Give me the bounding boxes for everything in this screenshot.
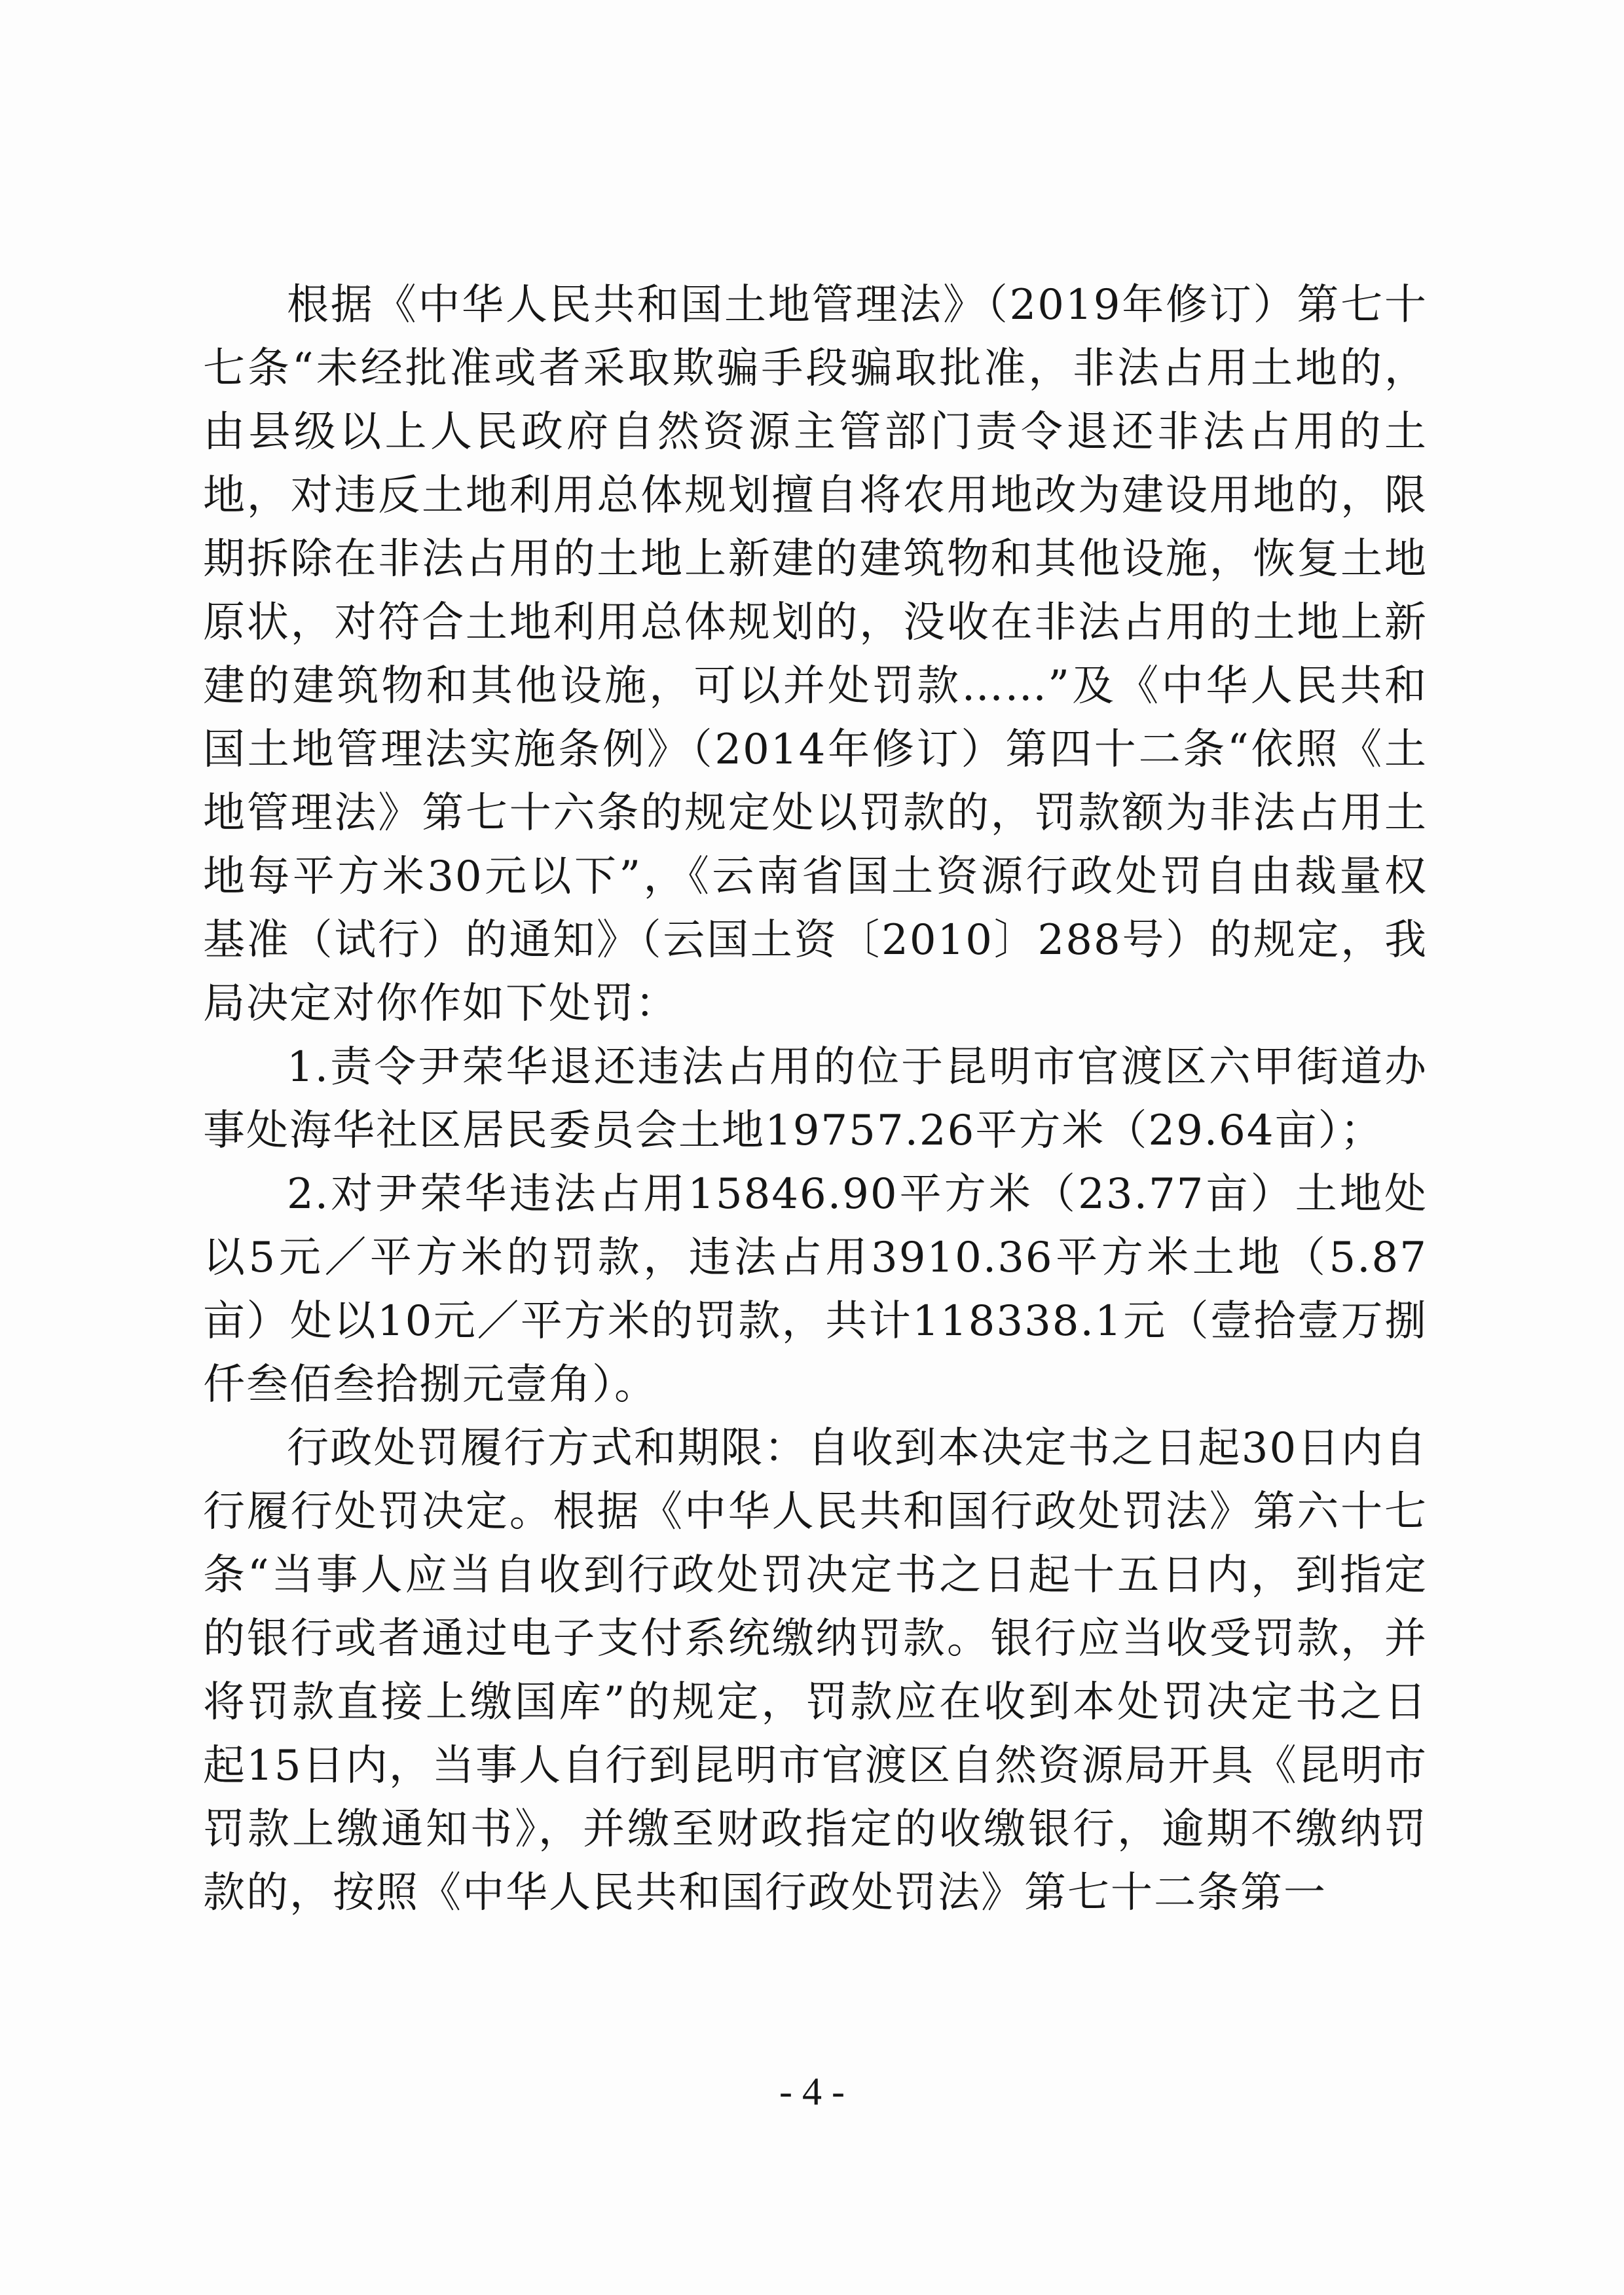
page-number: - 4 - (779, 2070, 845, 2113)
paragraph-payment-terms: 行政处罚履行方式和期限：自收到本决定书之日起30日内自行履行处罚决定。根据《中华人民共和国行政处罚法》第六十七条“当事人应当自收到行政处罚决定书之日起十五日内，到指定的银行或者通过电子支付系统缴纳罚款。银行应当收受罚款，并将罚款直接上缴国库”的规定，罚款应在收到本处罚决定书之日起15日内，当事人自行到昆明市官渡区自然资源局开具《昆明市罚款上缴通知书》，并缴至财政指定的收缴银行，逾期不缴纳罚款的，按照《中华人民共和国行政处罚法》第七十二条第一 (203, 1424, 1428, 1917)
paragraph-penalty-item-1: 1.责令尹荣华退还违法占用的位于昆明市官渡区六甲街道办事处海华社区居民委员会土地19757.26平方米（29.64亩）； (203, 1043, 1428, 1155)
document-body (203, 274, 1428, 1925)
paragraph-penalty-item-2: 2.对尹荣华违法占用15846.90平方米（23.77亩）土地处以5元／平方米的罚款，违法占用3910.36平方米土地（5.87亩）处以10元／平方米的罚款，共计118338.1元（壹拾壹万捌仟叁佰叁拾捌元壹角）。 (203, 1170, 1428, 1409)
paragraph-legal-basis: 根据《中华人民共和国土地管理法》（2019年修订）第七十七条“未经批准或者采取欺骗手段骗取批准，非法占用土地的，由县级以上人民政府自然资源主管部门责令退还非法占用的土地，对违反土地利用总体规划擅自将农用地改为建设用地的，限期拆除在非法占用的土地上新建的建筑物和其他设施，恢复土地原状，对符合土地利用总体规划的，没收在非法占用的土地上新建的建筑物和其他设施，可以并处罚款……”及《中华人民共和国土地管理法实施条例》（2014年修订）第四十二条“依照《土地管理法》第七十六条的规定处以罚款的，罚款额为非法占用土地每平方米30元以下”，《云南省国土资源行政处罚自由裁量权基准（试行）的通知》（云国土资〔2010〕288号）的规定，我局决定对你作如下处罚： (203, 281, 1428, 1028)
